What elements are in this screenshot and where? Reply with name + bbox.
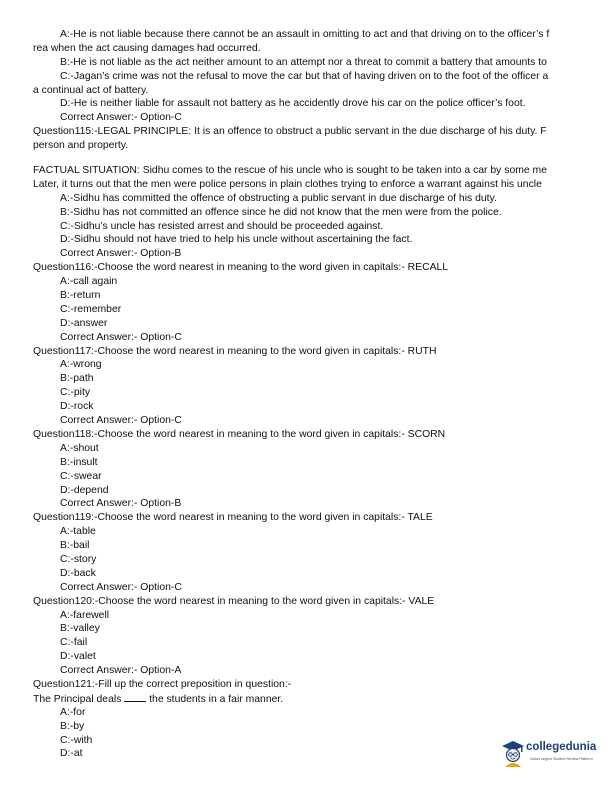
q120-option-a: A:-farewell [60,609,110,621]
q121-sentence-before: The Principal deals [33,693,122,705]
q119-question: Question119:-Choose the word nearest in meaning to the word given in capitals:- TALE [33,512,433,524]
q120-option-c: C:-fail [60,637,88,649]
q118-option-d: D:-depend [60,484,109,496]
q115-option-c: C:-Sidhu’s uncle has resisted arrest and should be proceeded against. [60,220,384,232]
q115-option-b: B:-Sidhu has not committed an offence since he did not know that the men were from the police. [60,206,502,218]
q116-option-d: D:-answer [60,317,108,329]
q117-option-c: C:-pity [60,387,91,399]
q121-sentence [33,692,613,706]
q115-principle-cont: person and property. [33,140,129,152]
q116-option-b: B:-return [60,290,101,302]
q117-option-a: A:-wrong [60,359,102,371]
q118-option-c: C:-swear [60,470,102,482]
q117-answer: Correct Answer:- Option-C [60,415,182,427]
q114-option-a-cont: rea when the act causing damages had occurred. [33,42,261,54]
q114-option-c-cont: a continual act of battery. [33,84,149,96]
q121-option-c: C:-with [60,734,93,746]
q116-option-a: A:-call again [60,276,118,288]
q115-answer: Correct Answer:- Option-B [60,248,182,260]
q121-option-d: D:-at [60,748,83,760]
q115-facts-cont: Later, it turns out that the men were police persons in plain clothes trying to enforce a warrant against his uncle [33,178,542,190]
q117-option-b: B:-path [60,373,94,385]
q116-answer: Correct Answer:- Option-C [60,331,182,343]
q118-option-a: A:-shout [60,442,99,454]
q121-question: Question121:-Fill up the correct preposition in question:- [33,678,292,690]
q120-answer: Correct Answer:- Option-A [60,665,182,677]
q120-question: Question120:-Choose the word nearest in meaning to the word given in capitals:- VALE [33,595,435,607]
q115-option-a: A:-Sidhu has committed the offence of obstructing a public servant in due discharge of his duty. [60,192,497,204]
collegedunia-logo [500,737,610,771]
q115-option-d: D:-Sidhu should not have tried to help his uncle without ascertaining the fact. [60,234,413,246]
question-text [33,28,613,761]
q115-principle: Question115:-LEGAL PRINCIPLE: It is an offence to obstruct a public servant in the due discharge of his duty. F [33,126,547,138]
q119-answer: Correct Answer:- Option-C [60,581,182,593]
q121-option-a: A:-for [60,706,86,718]
q121-option-b: B:-by [60,720,85,732]
q114-option-a: A:-He is not liable because there cannot be an assault in omitting to act and that driving on to the officer’s f [60,29,550,40]
q115-facts: FACTUAL SITUATION: Sidhu comes to the rescue of his uncle who is sought to be taken into a car by some me [33,165,547,177]
q120-option-b: B:-valley [60,623,100,635]
q120-option-d: D:-valet [60,651,96,663]
q119-option-d: D:-back [60,567,96,579]
q119-option-a: A:-table [60,526,96,538]
logo-tagline: India's largest Student Review Platform [530,757,593,761]
q116-option-c: C:-remember [60,303,122,315]
q118-answer: Correct Answer:- Option-B [60,498,182,510]
fill-blank [124,692,146,702]
q117-question: Question117:-Choose the word nearest in meaning to the word given in capitals:- RUTH [33,345,437,357]
q119-option-b: B:-bail [60,540,90,552]
q114-option-d: D:-He is neither liable for assault not battery as he accidently drove his car on the police officer’s foot. [60,98,526,110]
logo-wordmark: collegedunia [526,741,597,753]
q114-option-c: C:-Jagan’s crime was not the refusal to move the car but that of having driven on to the foot of the officer a [60,70,549,82]
q121-sentence-after: the students in a fair manner. [149,693,284,705]
spacer [33,153,613,164]
q119-option-c: C:-story [60,553,97,565]
q118-option-b: B:-insult [60,456,98,468]
graduate-icon [500,739,526,769]
q116-question: Question116:-Choose the word nearest in meaning to the word given in capitals:- RECALL [33,262,449,274]
q114-answer: Correct Answer:- Option-C [60,112,182,124]
q117-option-d: D:-rock [60,401,94,413]
q114-option-b: B:-He is not liable as the act neither amount to an attempt nor a threat to commit a battery that amounts to [60,56,547,68]
q118-question: Question118:-Choose the word nearest in meaning to the word given in capitals:- SCORN [33,428,446,440]
